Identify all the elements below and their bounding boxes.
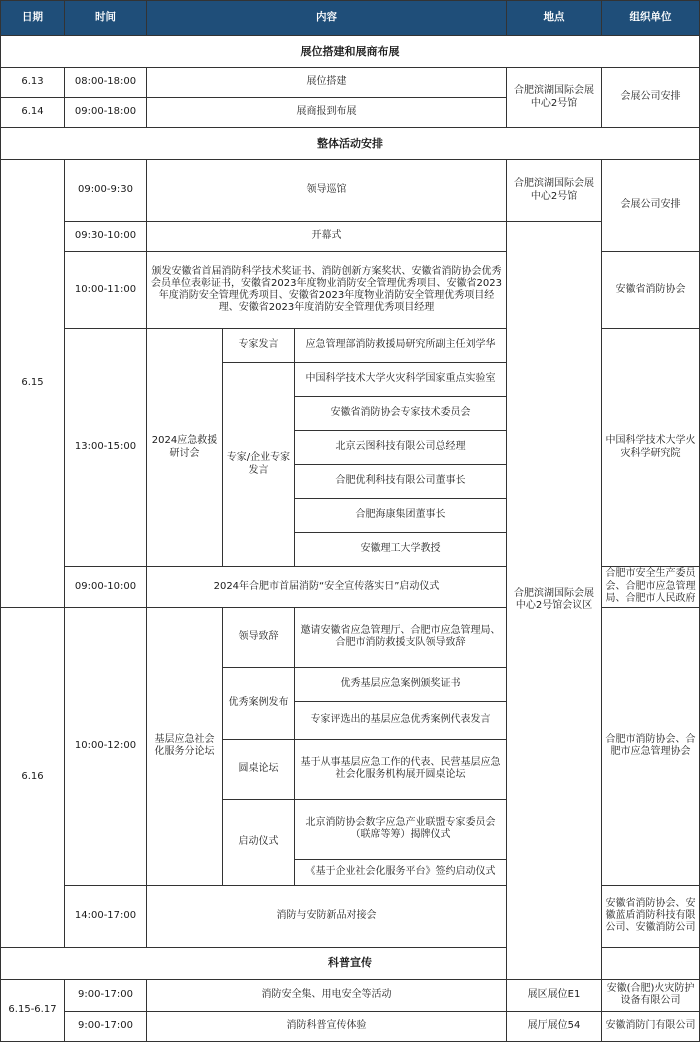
header-location: 地点 <box>507 1 602 36</box>
content-cell: 北京云图科技有限公司总经理 <box>295 431 507 465</box>
time-cell: 10:00-11:00 <box>65 252 147 329</box>
time-cell: 09:30-10:00 <box>65 222 147 252</box>
content-cell: 消防科普宣传体验 <box>147 1011 507 1041</box>
content-cell: 北京消防协会数字应急产业联盟专家委员会（联席等筹）揭牌仪式 <box>295 799 507 859</box>
content-cell: 颁发安徽省首届消防科学技术奖证书、消防创新方案奖状、安徽省消防协会优秀会员单位表彰证书，安徽省2023年度物业消防安全管理优秀项目、安徽省2023年度消防安全管理优秀项目、安徽省2023年度物业消防安全管理优秀项目经理、安徽省2023年度消防安全管理优秀项目经理 <box>147 252 507 329</box>
organizer-cell: 合肥市安全生产委员会、合肥市应急管理局、合肥市人民政府 <box>602 567 700 608</box>
header-date: 日期 <box>1 1 65 36</box>
organizer-cell: 会展公司安排 <box>602 160 700 252</box>
organizer-cell: 中国科学技术大学火灾科学研究院 <box>602 329 700 567</box>
forum-name: 基层应急社会化服务分论坛 <box>147 607 223 885</box>
content-cell: 安徽理工大学教授 <box>295 533 507 567</box>
table-row <box>1 68 700 98</box>
content-cell: 展商报到布展 <box>147 98 507 128</box>
content-cell: 《基于企业社会化服务平台》签约启动仪式 <box>295 859 507 885</box>
date-cell: 6.15-6.17 <box>1 979 65 1041</box>
organizer-cell: 安徽省消防协会 <box>602 252 700 329</box>
location-cell: 展区展位E1 <box>507 979 602 1011</box>
time-cell: 13:00-15:00 <box>65 329 147 567</box>
location-cell: 展厅展位54 <box>507 1011 602 1041</box>
section-overall: 整体活动安排 <box>1 128 700 160</box>
content-cell: 专家评选出的基层应急优秀案例代表发言 <box>295 701 507 739</box>
content-cell: 消防与安防新品对接会 <box>147 885 507 947</box>
content-cell: 邀请安徽省应急管理厅、合肥市应急管理局、合肥市消防救援支队领导致辞 <box>295 607 507 667</box>
item-label: 优秀案例发布 <box>223 667 295 739</box>
forum-name: 2024应急救援研讨会 <box>147 329 223 567</box>
time-cell: 09:00-10:00 <box>65 567 147 608</box>
organizer-cell: 会展公司安排 <box>602 68 700 128</box>
date-cell: 6.15 <box>1 160 65 608</box>
location-cell: 合肥滨湖国际会展中心2号馆会议区 <box>507 222 602 980</box>
location-cell: 合肥滨湖国际会展中心2号馆 <box>507 68 602 128</box>
content-cell: 基于从事基层应急工作的代表、民营基层应急社会化服务机构展开圆桌论坛 <box>295 739 507 799</box>
organizer-cell: 安徽(合肥)火灾防护设备有限公司 <box>602 979 700 1011</box>
section-row-overall <box>1 128 700 160</box>
organizer-cell: 合肥市消防协会、合肥市应急管理协会 <box>602 607 700 885</box>
time-cell: 09:00-9:30 <box>65 160 147 222</box>
time-cell: 9:00-17:00 <box>65 979 147 1011</box>
location-cell: 合肥滨湖国际会展中心2号馆 <box>507 160 602 222</box>
content-cell: 优秀基层应急案例颁奖证书 <box>295 667 507 701</box>
organizer-cell: 安徽省消防协会、安徽蓝盾消防科技有限公司、安徽消防公司 <box>602 885 700 947</box>
date-cell: 6.13 <box>1 68 65 98</box>
time-cell: 09:00-18:00 <box>65 98 147 128</box>
content-cell: 领导巡馆 <box>147 160 507 222</box>
section-row-promo <box>1 947 700 979</box>
content-cell: 合肥优利科技有限公司董事长 <box>295 465 507 499</box>
section-row-setup <box>1 36 700 68</box>
header-row <box>1 1 700 36</box>
content-cell: 2024年合肥市首届消防“安全宣传落实日”启动仪式 <box>147 567 507 608</box>
content-cell: 开幕式 <box>147 222 507 252</box>
date-cell: 6.14 <box>1 98 65 128</box>
time-cell: 08:00-18:00 <box>65 68 147 98</box>
date-cell: 6.16 <box>1 607 65 947</box>
content-cell: 合肥海康集团董事长 <box>295 499 507 533</box>
header-content: 内容 <box>147 1 507 36</box>
item-label: 启动仪式 <box>223 799 295 885</box>
content-cell: 应急管理部消防救援局研究所副主任刘学华 <box>295 329 507 363</box>
section-setup: 展位搭建和展商布展 <box>1 36 700 68</box>
time-cell: 10:00-12:00 <box>65 607 147 885</box>
table-row <box>1 979 700 1011</box>
section-promo: 科普宣传 <box>1 947 700 979</box>
organizer-cell: 安徽消防门有限公司 <box>602 1011 700 1041</box>
table-row <box>1 222 700 252</box>
companies-label: 专家/企业专家发言 <box>223 363 295 567</box>
time-cell: 9:00-17:00 <box>65 1011 147 1041</box>
header-time: 时间 <box>65 1 147 36</box>
table-row <box>1 160 700 222</box>
table-row <box>1 1011 700 1041</box>
header-organizer: 组织单位 <box>602 1 700 36</box>
experts-label: 专家发言 <box>223 329 295 363</box>
time-cell: 14:00-17:00 <box>65 885 147 947</box>
content-cell: 中国科学技术大学火灾科学国家重点实验室 <box>295 363 507 397</box>
content-cell: 消防安全集、用电安全等活动 <box>147 979 507 1011</box>
content-cell: 展位搭建 <box>147 68 507 98</box>
item-label: 圆桌论坛 <box>223 739 295 799</box>
item-label: 领导致辞 <box>223 607 295 667</box>
content-cell: 安徽省消防协会专家技术委员会 <box>295 397 507 431</box>
